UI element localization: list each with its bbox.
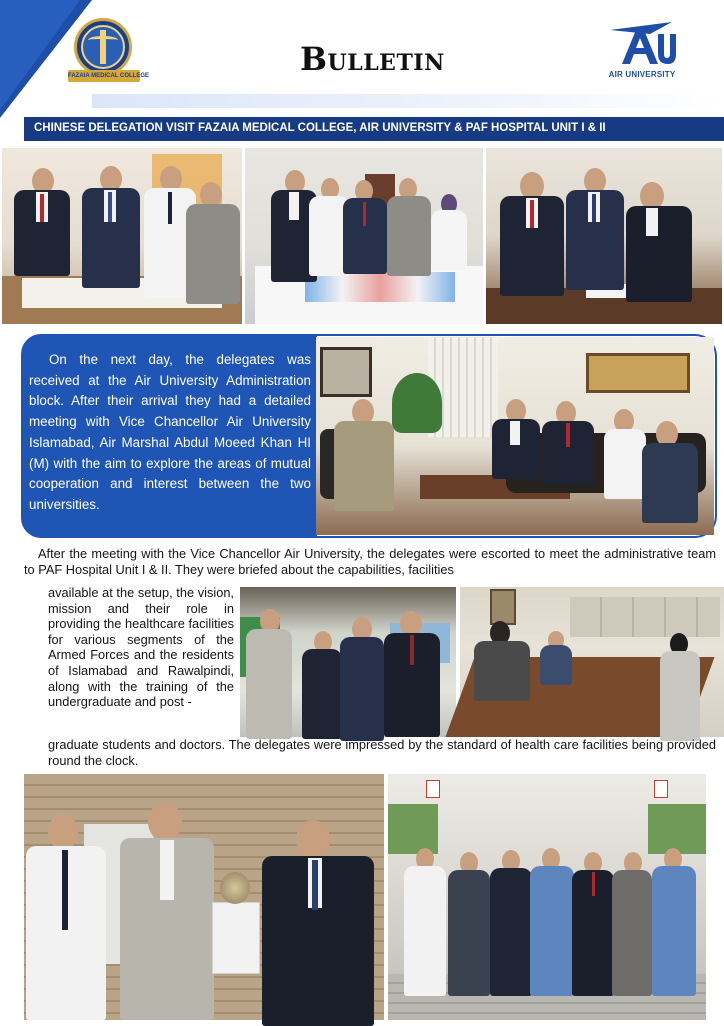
photo-group-outside-building — [388, 774, 706, 1020]
photo-delegates-at-desk — [486, 148, 722, 324]
headline-bar — [24, 117, 724, 141]
no-sign-icon — [426, 780, 440, 798]
title-rest: ULLETIN — [327, 50, 445, 76]
bulletin-title — [300, 40, 460, 78]
wall-panels — [570, 597, 720, 637]
air-university-label: AIR UNIVERSITY — [608, 70, 676, 79]
intro-paragraph: After the meeting with the Vice Chancellor Air University, the delegates were escorted to meet the administrative team to PAF Hospital Unit I & II. They were briefed about the capabilities, facilities — [24, 546, 716, 577]
caduceus-icon — [100, 30, 106, 64]
photo-souvenir-presentation — [24, 774, 384, 1020]
logo-ribbon: FAZAIA MEDICAL COLLEGE — [68, 70, 140, 82]
portrait-frame — [490, 589, 516, 625]
photo-hospital-corridor — [240, 587, 456, 737]
photo-delegates-viewing-display — [2, 148, 242, 324]
fazaia-medical-college-logo — [68, 18, 149, 86]
panel-text: On the next day, the delegates was received at the Air University Administration block. After their arrival they had a detailed meeting with Vice Chancellor Air University Islamabad, Air Marshal Abdul Moeed Khan HI (M) with the aim to explore the areas of mutual cooperation and interest between the two universities. — [29, 352, 311, 512]
closing-paragraph: graduate students and doctors. The delegates were impressed by the standard of health care facilities being provided round the clock. — [48, 737, 716, 768]
air-university-logo — [600, 20, 684, 86]
photo-medical-equipment-display — [245, 148, 483, 324]
photo-hospital-meeting-room — [460, 587, 724, 737]
side-paragraph: available at the setup, the vision, mission and their role in providing the healthcare facilities for various segments of the Armed Forces and the residents of Islamabad and Rawalpindi, along with the training of the undergraduate and post - — [48, 585, 234, 710]
souvenir-bag — [212, 902, 260, 974]
meeting-summary-panel — [21, 334, 317, 538]
air-university-emblem-icon — [606, 20, 678, 70]
potted-plant — [392, 373, 442, 433]
wall-frame — [320, 347, 372, 397]
plants-left — [388, 804, 438, 854]
medical-supplies — [305, 272, 455, 302]
no-sign-icon — [654, 780, 668, 798]
header-band — [92, 94, 724, 108]
calligraphy-frame — [586, 353, 690, 393]
plants-right — [648, 804, 706, 854]
headline-text: CHINESE DELEGATION VISIT FAZAIA MEDICAL COLLEGE, AIR UNIVERSITY & PAF HOSPITAL UNIT I & II — [34, 122, 606, 134]
photo-vice-chancellor-meeting — [316, 337, 714, 535]
souvenir-decoration — [220, 872, 250, 904]
title-initial: B — [300, 40, 328, 78]
